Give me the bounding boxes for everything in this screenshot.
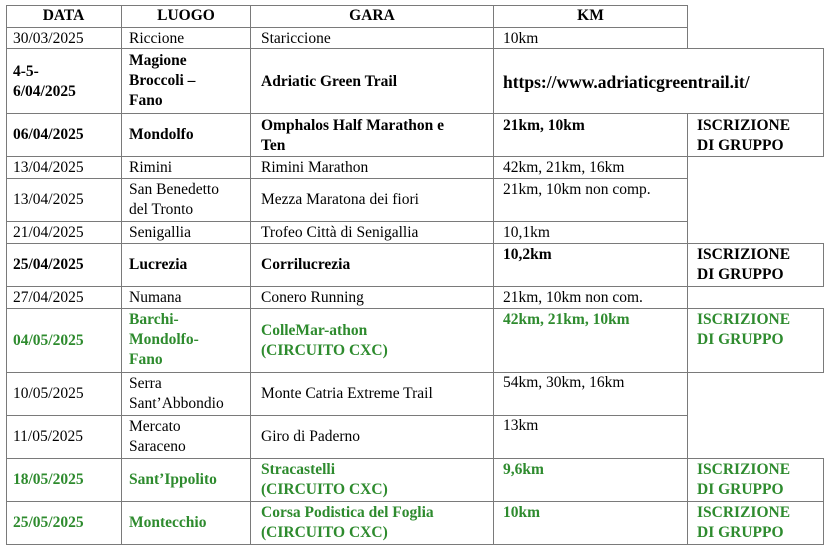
row-4-luogo: San Benedetto del Tronto [129, 181, 219, 218]
v-line-right [823, 458, 824, 545]
row-8-km: 42km, 21km, 10km [503, 311, 630, 328]
h-line [6, 27, 688, 28]
h-line-extra [687, 501, 824, 502]
h-line [6, 501, 688, 502]
row-1-km[interactable]: https://www.adriaticgreentrail.it/ [503, 71, 750, 92]
row-0-km: 10km [503, 30, 539, 47]
header-gara: GARA [349, 7, 395, 24]
v-line [6, 5, 7, 545]
v-line-right [823, 48, 824, 157]
row-11-data: 18/05/2025 [13, 471, 84, 488]
h-line-extra [687, 308, 824, 309]
row-6-gara: Corrilucrezia [261, 256, 351, 273]
row-2-gara: Omphalos Half Marathon e Ten [261, 117, 444, 154]
row-8-luogo: Barchi- Mondolfo- Fano [129, 311, 199, 368]
row-12-gara: Corsa Podistica del Foglia (CIRCUITO CXC) [261, 504, 434, 541]
h-line [6, 156, 688, 157]
h-line-extra [687, 286, 824, 287]
row-2-km: 21km, 10km [503, 117, 585, 134]
v-line [493, 5, 494, 545]
row-5-gara: Trofeo Città di Senigallia [261, 224, 419, 241]
row-2-luogo: Mondolfo [129, 126, 194, 143]
row-12-group-badge: ISCRIZIONE DI GRUPPO [697, 504, 791, 541]
row-11-group-badge: ISCRIZIONE DI GRUPPO [697, 461, 791, 498]
h-line-extra [687, 113, 824, 114]
h-line [6, 48, 688, 49]
row-4-data: 13/04/2025 [13, 191, 84, 208]
h-line [6, 243, 688, 244]
h-line-extra [687, 48, 824, 49]
row-7-gara: Conero Running [261, 289, 364, 306]
row-9-gara: Monte Catria Extreme Trail [261, 385, 433, 402]
row-5-km: 10,1km [503, 224, 550, 241]
row-3-data: 13/04/2025 [13, 159, 84, 176]
row-11-km: 9,6km [503, 461, 544, 478]
h-line [6, 113, 688, 114]
header-luogo: LUOGO [157, 7, 215, 24]
h-line [6, 308, 688, 309]
row-4-gara: Mezza Maratona dei fiori [261, 191, 419, 208]
h-line [6, 415, 688, 416]
row-1-gara: Adriatic Green Trail [261, 72, 398, 90]
v-line [687, 5, 688, 49]
h-line-extra [687, 156, 824, 157]
h-line-extra [687, 372, 824, 373]
h-line-extra [687, 458, 824, 459]
h-line [6, 221, 688, 222]
row-1-data: 4-5- 6/04/2025 [13, 62, 76, 100]
h-line [6, 458, 688, 459]
row-12-data: 25/05/2025 [13, 514, 84, 531]
row-1-luogo: Magione Broccoli – Fano [129, 52, 196, 109]
v-line [687, 113, 688, 545]
row-2-group-badge: ISCRIZIONE DI GRUPPO [697, 117, 791, 154]
h-line-extra [687, 243, 824, 244]
row-7-luogo: Numana [129, 289, 182, 306]
header-km: KM [577, 7, 604, 24]
v-line [250, 5, 251, 545]
row-10-gara: Giro di Paderno [261, 428, 361, 445]
row-3-gara: Rimini Marathon [261, 159, 369, 176]
row-12-km: 10km [503, 504, 541, 521]
row-0-gara: Stariccione [261, 30, 331, 47]
row-11-luogo: Sant’Ippolito [129, 471, 217, 488]
row-6-data: 25/04/2025 [13, 256, 84, 273]
row-5-luogo: Senigallia [129, 224, 191, 241]
row-9-km: 54km, 30km, 16km [503, 374, 625, 391]
row-3-luogo: Rimini [129, 159, 173, 176]
h-line [6, 544, 688, 545]
h-line [6, 286, 688, 287]
row-9-luogo: Serra Sant’Abbondio [129, 375, 224, 412]
v-line [121, 5, 122, 545]
row-5-data: 21/04/2025 [13, 224, 84, 241]
row-0-luogo: Riccione [129, 30, 185, 47]
row-0-data: 30/03/2025 [13, 30, 84, 47]
row-3-km: 42km, 21km, 16km [503, 159, 625, 176]
row-8-gara: ColleMar-athon (CIRCUITO CXC) [261, 322, 388, 359]
h-line [6, 5, 688, 6]
row-10-km: 13km [503, 417, 539, 434]
row-8-group-badge: ISCRIZIONE DI GRUPPO [697, 311, 791, 348]
row-4-km: 21km, 10km non comp. [503, 181, 651, 198]
header-data: DATA [42, 7, 85, 24]
h-line-extra [687, 544, 824, 545]
v-line-right [823, 243, 824, 287]
v-line-right [823, 308, 824, 373]
row-12-luogo: Montecchio [129, 514, 207, 531]
row-10-luogo: Mercato Saraceno [129, 418, 186, 455]
row-7-data: 27/04/2025 [13, 289, 84, 306]
row-11-gara: Stracastelli (CIRCUITO CXC) [261, 461, 388, 498]
row-6-km: 10,2km [503, 246, 552, 263]
h-line [6, 372, 688, 373]
row-9-data: 10/05/2025 [13, 385, 84, 402]
h-line [6, 178, 688, 179]
row-6-group-badge: ISCRIZIONE DI GRUPPO [697, 246, 791, 283]
row-7-km: 21km, 10km non com. [503, 289, 643, 306]
row-6-luogo: Lucrezia [129, 256, 188, 273]
row-2-data: 06/04/2025 [13, 126, 84, 143]
row-8-data: 04/05/2025 [13, 332, 84, 349]
row-10-data: 11/05/2025 [13, 428, 84, 445]
